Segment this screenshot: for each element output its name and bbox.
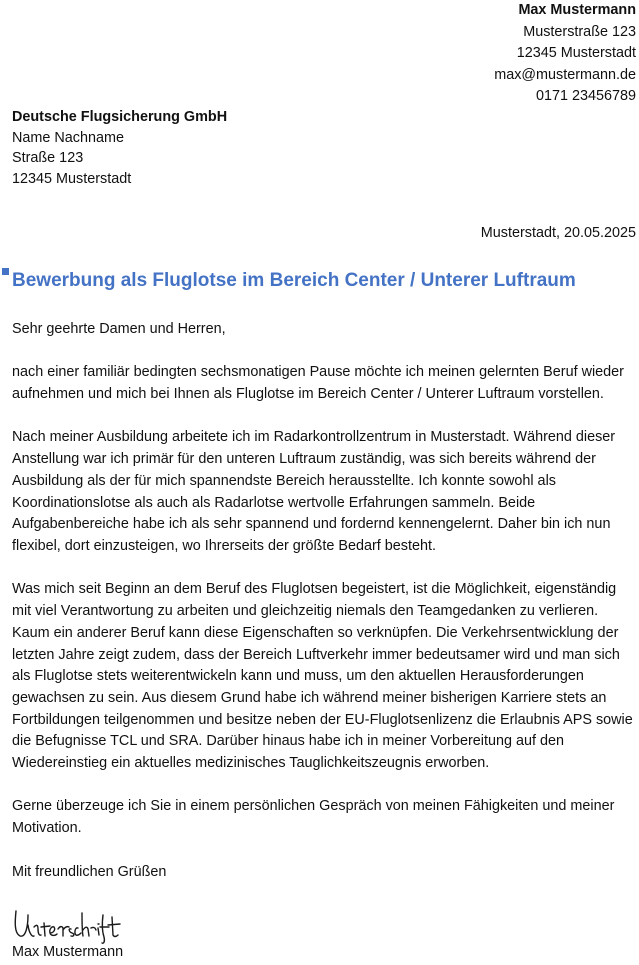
body-paragraph-1: nach einer familiär bedingten sechsmonatigen Pause möchte ich meinen gelernten Beruf wieder aufnehmen und mich bei Ihnen als Fluglotse im Bereich Center / Unterer Luftraum vorstellen. <box>12 364 624 403</box>
salutation: Sehr geehrte Damen und Herren, <box>12 321 226 337</box>
letter-date: Musterstadt, 20.05.2025 <box>480 225 636 241</box>
recipient-address-block <box>12 107 227 189</box>
signature-name: Max Mustermann <box>12 944 124 960</box>
recipient-contact: Name Nachname <box>12 129 124 146</box>
body-paragraph-2: Nach meiner Ausbildung arbeitete ich im Radarkontrollzentrum in Musterstadt. Während dieser Anstellung war ich primär für den unteren Luftraum zuständig, was sich bereits während der Ausbildung als der für mich spannendste Bereich herausstellte. Ich konnte sowohl als Koordinationslotse als auch als Radarlotse wertvolle Erfahrungen sammeln. Beide Aufgabenbereiche habe ich als sehr spannend und fordernd kennengelernt. Daher bin ich nun flexibel, dort einzusteigen, wo Ihrerseits der größte Bedarf besteht. <box>12 429 616 554</box>
recipient-company: Deutsche Flugsicherung GmbH <box>12 109 228 125</box>
sender-email: max@mustermann.de <box>494 66 636 83</box>
handwritten-signature <box>12 903 132 945</box>
heading-marker-icon <box>2 268 9 275</box>
recipient-city: 12345 Musterstadt <box>12 170 132 187</box>
sender-name: Max Mustermann <box>518 2 636 18</box>
sender-city: 12345 Musterstadt <box>516 45 636 61</box>
sender-address-block <box>494 0 636 108</box>
sender-street: Musterstraße 123 <box>523 23 636 40</box>
letter-subject: Bewerbung als Fluglotse im Bereich Center / Unterer Luftraum <box>12 270 576 291</box>
body-paragraph-3: Was mich seit Beginn an dem Beruf des Fluglotsen begeistert, ist die Möglichkeit, eigenständig mit viel Verantwortung zu arbeiten und gleichzeitig niemals den Teamgedanken zu verlieren. Kaum ein anderer Beruf kann diese Eigenschaften so verknüpfen. Die Verkehrsentwicklung der letzten Jahre zeigt zudem, dass der Bereich Luftverkehr immer bedeutsamer wird und man sich als Fluglotse stets weiterentwickeln kann und muss, um den aktuellen Herausforderungen gewachsen zu sein. Aus diesem Grund habe ich während meiner bisherigen Karriere stets an Fortbildungen teilgenommen und besitze neben der EU-Fluglotsenlizenz die Erlaubnis APS sowie die Befugnisse TCL und SRA. Darüber hinaus habe ich in meiner Vorbereitung auf den Wiedereinstieg ein aktuelles medizinisches Tauglichkeitszeugnis erworben. <box>12 581 633 772</box>
letter-body <box>12 319 634 905</box>
body-paragraph-4: Gerne überzeuge ich Sie in einem persönlichen Gespräch von meinen Fähigkeiten und meiner Motivation. <box>12 798 615 837</box>
sender-phone: 0171 23456789 <box>535 88 636 104</box>
closing: Mit freundlichen Grüßen <box>12 863 167 880</box>
recipient-street: Straße 123 <box>12 150 84 166</box>
